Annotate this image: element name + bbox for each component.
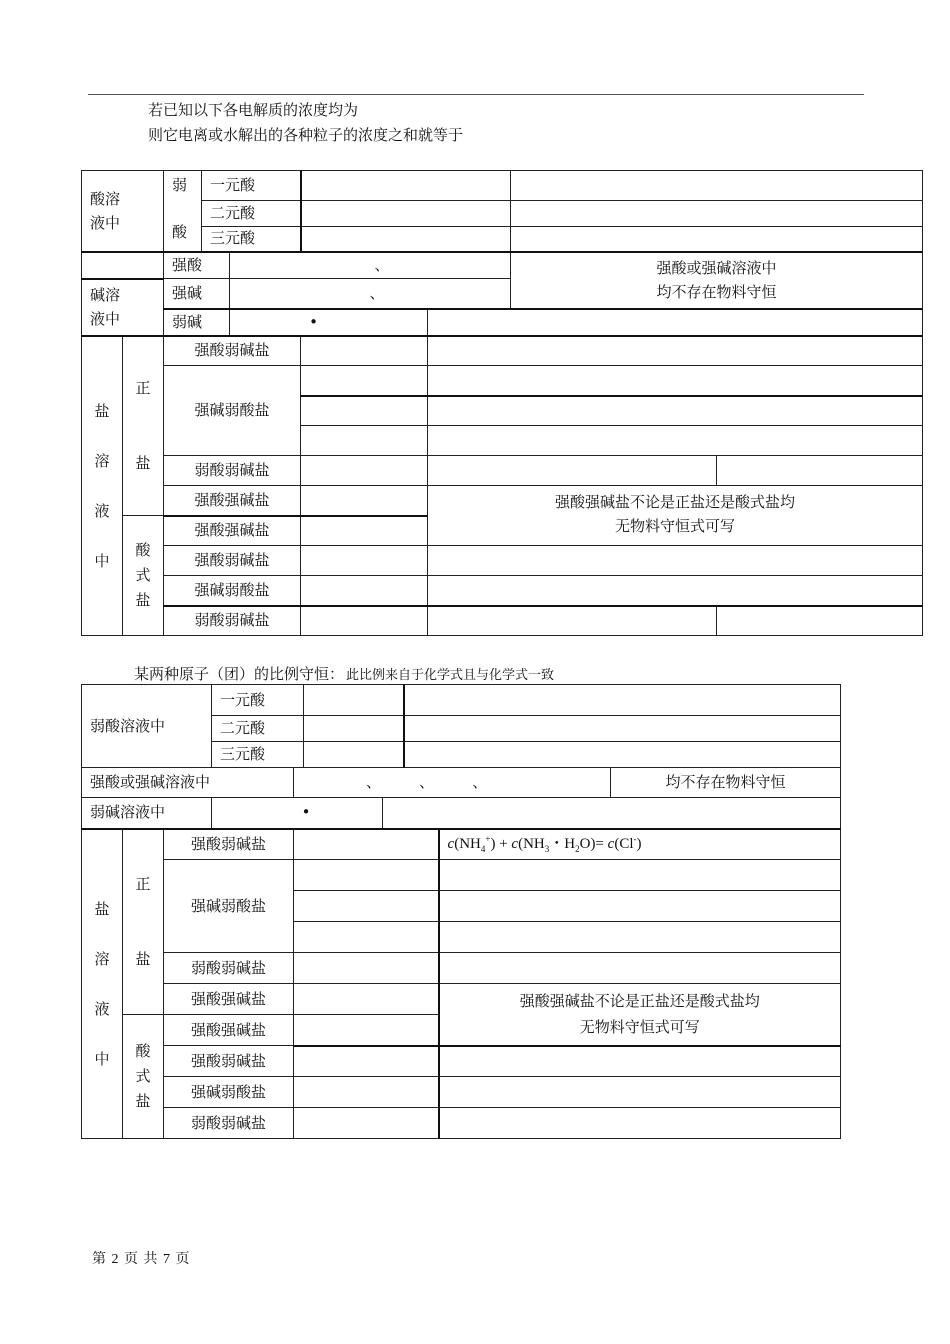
section-2-heading: 某两种原子（团）的比例守恒： 此比例来自于化学式且与化学式一致 <box>134 665 555 683</box>
t1-wa-wb-label: 弱酸弱碱盐 <box>164 456 301 486</box>
normal-salt-label: 正 盐 <box>123 336 164 516</box>
acid-solution-label: 酸溶 液中 <box>82 171 164 252</box>
t2-sb-wa-label: 强碱弱酸盐 <box>164 860 294 953</box>
t1-sa-wb-label: 强酸弱碱盐 <box>164 336 301 366</box>
salt-solution-label: 盐 溶 液 中 <box>82 336 123 636</box>
t2-strong-note: 均不存在物料守恒 <box>611 768 841 798</box>
t1-sb-wa-balance-1 <box>428 366 923 396</box>
t2-acid-sa-wb-balance <box>439 1046 841 1077</box>
t1-acid-sb-wa-label: 强碱弱酸盐 <box>164 576 301 606</box>
base-solution-label: 碱溶 液中 <box>82 279 164 336</box>
t2-tri-label: 三元酸 <box>212 742 304 768</box>
strong-base-label: 强碱 <box>164 279 230 309</box>
t1-acid-sa-wb-cell <box>301 546 428 576</box>
t2-acid-sb-wa-balance <box>439 1077 841 1108</box>
t2-acid-sa-wb-label: 强酸弱碱盐 <box>164 1046 294 1077</box>
t2-di-cell <box>304 716 404 742</box>
mono-acid-label: 一元酸 <box>202 171 301 201</box>
tri-acid-balance <box>511 227 923 252</box>
t1-sb-wa-cell-3 <box>301 426 428 456</box>
t1-sa-wb-cell <box>301 336 428 366</box>
strong-acid-cell: 、 <box>230 252 511 279</box>
intro-line-1: 若已知以下各电解质的浓度均为 <box>148 101 359 119</box>
t1-wa-wb-balance-1 <box>428 456 717 486</box>
t2-strong-solution-label: 强酸或强碱溶液中 <box>82 768 294 798</box>
t1-sa-sb-label: 强酸强碱盐 <box>164 486 301 516</box>
t1-acid-wa-wb-balance-1 <box>428 606 717 636</box>
t2-mono-cell <box>304 685 404 716</box>
weak-acid-label: 弱 酸 <box>164 171 202 252</box>
t2-sb-wa-cell-2 <box>294 891 439 922</box>
t2-acid-sa-sb-cell <box>294 1015 439 1046</box>
t2-sa-sb-label: 强酸强碱盐 <box>164 984 294 1015</box>
t2-normal-salt-label: 正 盐 <box>123 829 164 1015</box>
page-footer: 第 2 页 共 7 页 <box>92 1252 191 1267</box>
t1-acid-sb-wa-cell <box>301 576 428 606</box>
t2-sa-wb-label: 强酸弱碱盐 <box>164 829 294 860</box>
t1-wa-wb-balance-2 <box>717 456 923 486</box>
header-rule <box>88 94 864 95</box>
mono-acid-balance <box>511 171 923 201</box>
t2-sb-wa-cell-3 <box>294 922 439 953</box>
mono-acid-cell <box>301 171 511 201</box>
t1-sb-wa-cell-2 <box>301 396 428 426</box>
t2-mono-balance <box>404 685 841 716</box>
t1-acid-sb-wa-balance <box>428 576 923 606</box>
di-acid-label: 二元酸 <box>202 201 301 227</box>
tri-acid-cell <box>301 227 511 252</box>
t2-sa-wb-cell <box>294 829 439 860</box>
t2-acid-sa-wb-cell <box>294 1046 439 1077</box>
t2-tri-balance <box>404 742 841 768</box>
acid-salt-label: 酸 式 盐 <box>123 516 164 636</box>
t2-sb-wa-cell-1 <box>294 860 439 891</box>
intro-line-2: 则它电离或水解出的各种粒子的浓度之和就等于 <box>148 126 464 144</box>
t2-di-balance <box>404 716 841 742</box>
t2-wa-wb-label: 弱酸弱碱盐 <box>164 953 294 984</box>
t2-sb-wa-balance-3 <box>439 922 841 953</box>
t2-acid-wa-wb-label: 弱酸弱碱盐 <box>164 1108 294 1139</box>
t2-weak-base-cell: • <box>212 798 383 829</box>
t2-wa-wb-balance <box>439 953 841 984</box>
t2-tri-cell <box>304 742 404 768</box>
t2-di-label: 二元酸 <box>212 716 304 742</box>
table-2 <box>81 684 841 1139</box>
t1-sa-sb-cell <box>301 486 428 516</box>
table-1 <box>81 170 923 636</box>
t2-acid-salt-label: 酸 式 盐 <box>123 1015 164 1139</box>
weak-acid-solution-label: 弱酸溶液中 <box>82 685 212 768</box>
strong-acid-label: 强酸 <box>164 252 230 279</box>
t2-sa-sb-note: 强酸强碱盐不论是正盐还是酸式盐均 无物料守恒式可写 <box>439 984 841 1046</box>
tri-acid-label: 三元酸 <box>202 227 301 252</box>
t2-salt-solution-label: 盐 溶 液 中 <box>82 829 123 1139</box>
t2-sa-sb-cell <box>294 984 439 1015</box>
t1-acid-wa-wb-cell <box>301 606 428 636</box>
strong-note: 强酸或强碱溶液中 均不存在物料守恒 <box>511 252 923 309</box>
t2-sb-wa-balance-1 <box>439 860 841 891</box>
strong-base-cell: 、 <box>230 279 511 309</box>
acid-solution-tail <box>82 252 164 279</box>
t2-mono-label: 一元酸 <box>212 685 304 716</box>
t1-sb-wa-balance-3 <box>428 426 923 456</box>
t1-acid-sa-wb-balance <box>428 546 923 576</box>
t2-sb-wa-balance-2 <box>439 891 841 922</box>
t2-acid-sb-wa-label: 强碱弱酸盐 <box>164 1077 294 1108</box>
t1-wa-wb-cell <box>301 456 428 486</box>
di-acid-balance <box>511 201 923 227</box>
t1-acid-sa-sb-cell <box>301 516 428 546</box>
weak-base-cell: • <box>230 309 428 336</box>
t2-weak-base-balance <box>383 798 841 829</box>
t1-sa-sb-note: 强酸强碱盐不论是正盐还是酸式盐均 无物料守恒式可写 <box>428 486 923 546</box>
weak-base-balance <box>428 309 923 336</box>
t1-acid-sa-wb-label: 强酸弱碱盐 <box>164 546 301 576</box>
t2-acid-sb-wa-cell <box>294 1077 439 1108</box>
di-acid-cell <box>301 201 511 227</box>
t2-acid-sa-sb-label: 强酸强碱盐 <box>164 1015 294 1046</box>
t2-acid-wa-wb-cell <box>294 1108 439 1139</box>
t1-sb-wa-balance-2 <box>428 396 923 426</box>
weak-base-label: 弱碱 <box>164 309 230 336</box>
t1-acid-wa-wb-label: 弱酸弱碱盐 <box>164 606 301 636</box>
t1-acid-sa-sb-label: 强酸强碱盐 <box>164 516 301 546</box>
t2-strong-seps: 、 、 、 <box>294 768 611 798</box>
t2-nh4cl-formula: $c(NH_4^+) + c(NH_3$・$H_2O)= c(Cl^-)$ <box>439 829 841 860</box>
t1-sb-wa-label: 强碱弱酸盐 <box>164 366 301 456</box>
t2-wa-wb-cell <box>294 953 439 984</box>
t1-acid-wa-wb-balance-2 <box>717 606 923 636</box>
t2-acid-wa-wb-balance <box>439 1108 841 1139</box>
t1-sb-wa-cell-1 <box>301 366 428 396</box>
t1-sa-wb-balance <box>428 336 923 366</box>
t2-weak-base-label: 弱碱溶液中 <box>82 798 212 829</box>
